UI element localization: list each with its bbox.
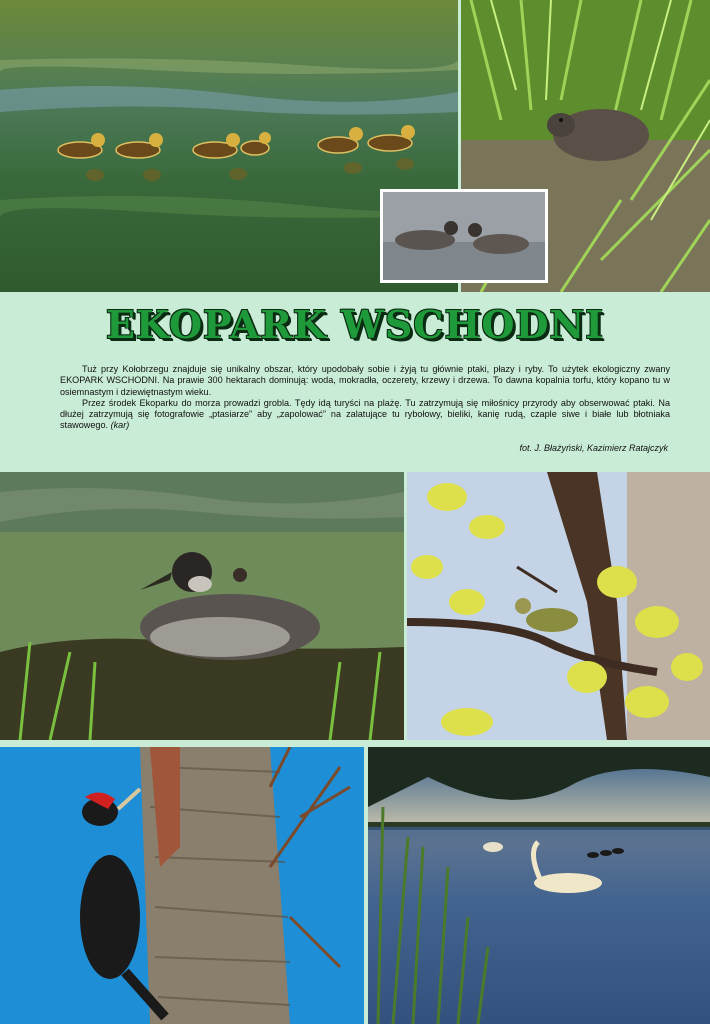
article-title: EKOPARK WSCHODNI: [105, 302, 605, 347]
photo-credit: fot. J. Błażyński, Kazimierz Ratajczyk: [519, 443, 668, 453]
article-paragraph-2-text: Przez środek Ekoparku do morza prowadzi grobla. Tędy idą turyści na plażę. Tu zatrzymują się miłośnicy przyrody aby obserwować ptaki. Na dłużej zatrzymują się fotografowie „ptasiarze” aby „zapolować” na zalatujące tu rybołowy, bieliki, kanię rudą, czaple siwe i białe lub błotniaka stawowego.: [60, 397, 670, 431]
article-panel: [0, 292, 710, 470]
photo-grebe-nest: [0, 472, 404, 740]
article-paragraph-1: Tuż przy Kołobrzegu znajduje się unikalny obszar, który upodobały sobie i żyją tu głównie ptaki, płazy i ryby. To użytek ekologiczny zwany EKOPARK WSCHODNI. Na prawie 300 hektarach dominują: woda, mokradła, oczerety, krzewy i drzewa. To dawna kopalnia torfu, który kopano tu w osiemnastym i dziewiętnastym wieku.: [60, 364, 670, 397]
photo-grebes-inset: [380, 189, 548, 283]
article-paragraph-2: [60, 398, 670, 432]
photo-swans: [368, 747, 710, 1024]
article-body: [60, 364, 670, 432]
article-signature: (kar): [110, 420, 130, 431]
photo-woodpecker: [0, 747, 364, 1024]
photo-warbler: [407, 472, 710, 740]
